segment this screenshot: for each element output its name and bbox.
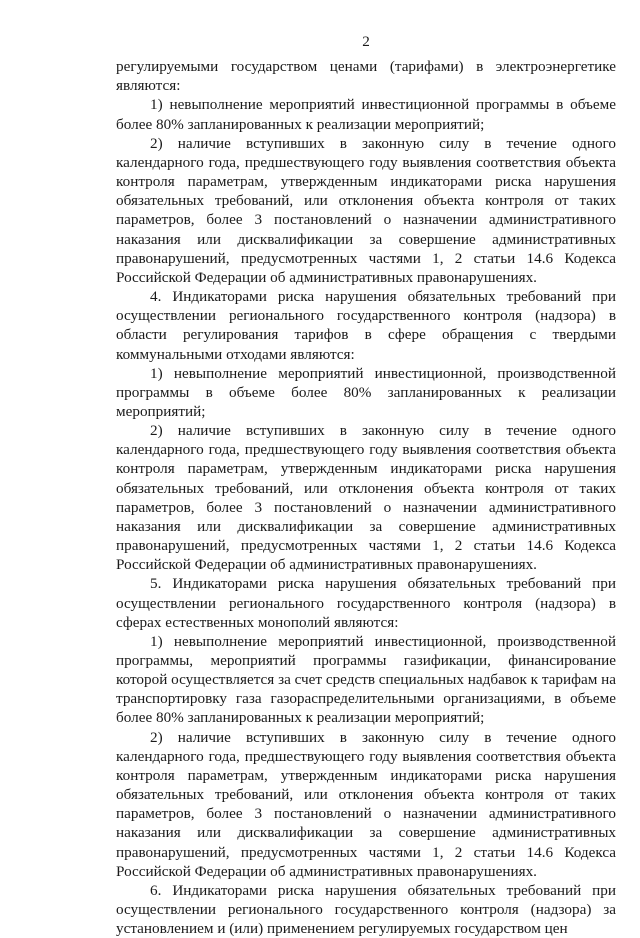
paragraph: 2) наличие вступивших в законную силу в течение одного календарного года, предшествующего году выявления соответствия объекта контроля параметрам, утвержденным индикаторами риска нарушения обязательных требований, или отклонения объекта контроля от таких параметров, более 3 постановлений о назначении административного наказания или дисквалификации за совершение административных правонарушений, предусмотренных частями 1, 2 статьи 14.6 Кодекса Российской Федерации об административных правонарушениях. <box>116 422 616 574</box>
document-page <box>116 32 616 938</box>
paragraph: 1) невыполнение мероприятий инвестиционной, производственной программы в объеме более 80% запланированных к реализации мероприятий; <box>116 364 616 420</box>
page-number: 2 <box>362 33 370 50</box>
paragraph: 1) невыполнение мероприятий инвестиционной программы в объеме более 80% запланированных к реализации мероприятий; <box>116 96 616 133</box>
paragraph: 6. Индикаторами риска нарушения обязательных требований при осуществлении регионального государственного контроля (надзора) за установлением и (или) применением регулируемых государством цен <box>116 881 616 938</box>
paragraph: 4. Индикаторами риска нарушения обязательных требований при осуществлении регионального государственного контроля (надзора) в области регулирования тарифов в сфере обращения с твердыми коммунальными отходами являются: <box>116 288 616 363</box>
paragraph: 5. Индикаторами риска нарушения обязательных требований при осуществлении регионального государственного контроля (надзора) в сферах естественных монополий являются: <box>116 575 616 631</box>
paragraph: 2) наличие вступивших в законную силу в течение одного календарного года, предшествующего году выявления соответствия объекта контроля параметрам, утвержденным индикаторами риска нарушения обязательных требований, или отклонения объекта контроля от таких параметров, более 3 постановлений о назначении административного наказания или дисквалификации за совершение административных правонарушений, предусмотренных частями 1, 2 статьи 14.6 Кодекса Российской Федерации об административных правонарушениях. <box>116 728 616 880</box>
document-body <box>116 57 616 938</box>
paragraph: регулируемыми государством ценами (тарифами) в электроэнергетике являются: <box>116 58 616 95</box>
paragraph: 1) невыполнение мероприятий инвестиционной, производственной программы, мероприятий программы газификации, финансирование которой осуществляется за счет средств специальных надбавок к тарифам на транспортировку газа газораспределительными организациями, в объеме более 80% запланированных к реализации мероприятий; <box>116 632 616 727</box>
paragraph: 2) наличие вступивших в законную силу в течение одного календарного года, предшествующего году выявления соответствия объекта контроля параметрам, утвержденным индикаторами риска нарушения обязательных требований, или отклонения объекта контроля от таких параметров, более 3 постановлений о назначении административного наказания или дисквалификации за совершение административных правонарушений, предусмотренных частями 1, 2 статьи 14.6 Кодекса Российской Федерации об административных правонарушениях. <box>116 134 616 286</box>
